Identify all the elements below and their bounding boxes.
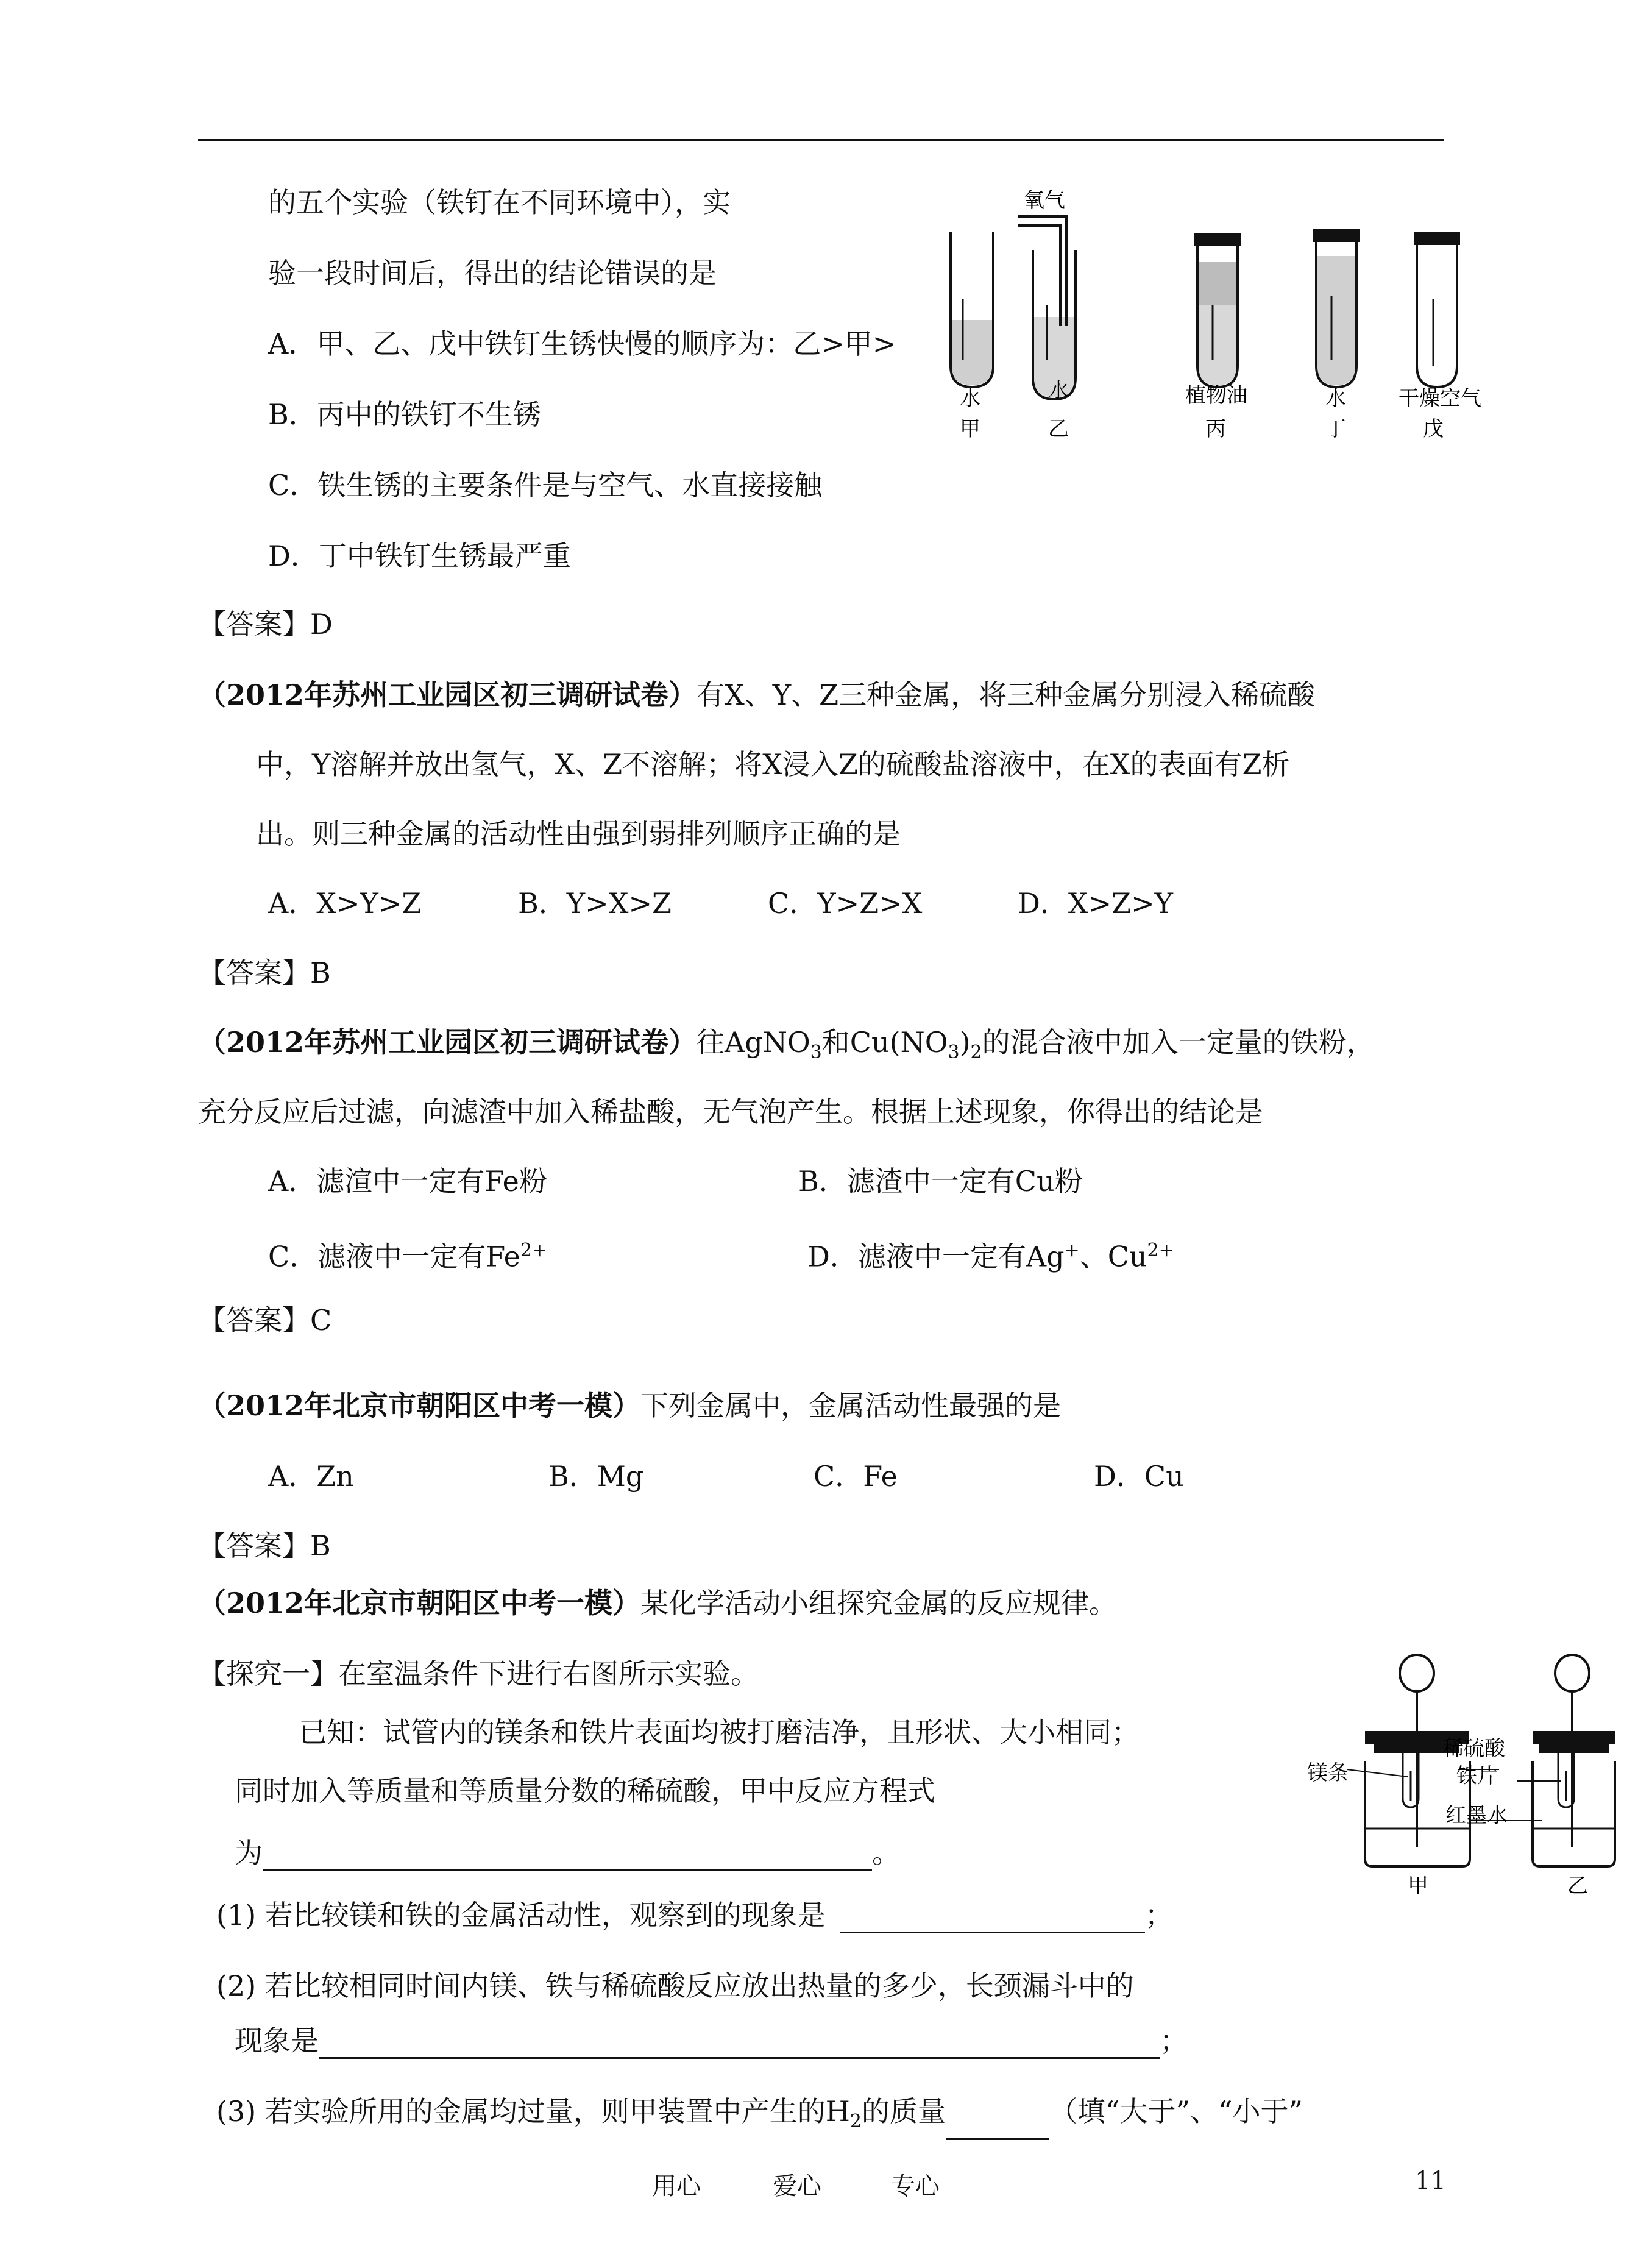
q-explore-line — [198, 1585, 1117, 1621]
q-explore-q3-pre: (3) 若实验所用的金属均过量，则甲装置中产生的H — [216, 2095, 850, 2128]
q-iron-option-d: D．丁中铁钉生锈最严重 — [268, 539, 571, 572]
oxygen-label: 氧气 — [1024, 188, 1065, 213]
q-explore-known2: 同时加入等质量和等质量分数的稀硫酸，甲中反应方程式 — [235, 1774, 935, 1807]
q-ag-answer: 【答案】C — [198, 1304, 332, 1337]
q-explore-known3-pre: 为 — [235, 1836, 263, 1869]
q-explore-q2-line2 — [235, 2022, 1188, 2059]
label-mg-strip: 镁条 — [1307, 1761, 1349, 1785]
q-ag-option-d-sup2: 2+ — [1147, 1240, 1174, 1261]
q-ag-sub-a: 3 — [810, 1042, 822, 1064]
q-explore-q3-mid: 的质量 — [862, 2095, 946, 2128]
q-iron-line1: 的五个实验（铁钉在不同环境中），实 — [268, 186, 731, 219]
q-xyz-option-c: C．Y>Z>X — [768, 887, 923, 920]
q-metal-option-c: C．Fe — [814, 1460, 898, 1493]
q-metal-option-a: A．Zn — [268, 1460, 354, 1493]
q-xyz-source: （2012年苏州工业园区初三调研试卷） — [198, 678, 697, 711]
q-iron-answer: 【答案】D — [198, 608, 333, 641]
phenomenon-blank[interactable] — [840, 1905, 1145, 1933]
footer-motto-2: 爱心 — [773, 2172, 821, 2200]
label-jia: 甲 — [1408, 1874, 1428, 1898]
q-ag-sub-b: 3 — [948, 1042, 960, 1064]
q-metal-line — [198, 1387, 1061, 1424]
label-fe-sheet: 铁片 — [1456, 1764, 1498, 1788]
q-xyz-text: 有X、Y、Z三种金属，将三种金属分别浸入稀硫酸 — [697, 678, 1316, 711]
funnel-phenomenon-blank[interactable] — [319, 2030, 1160, 2059]
q-ag-option-d-text: D．滤液中一定有Ag — [807, 1240, 1065, 1273]
label-yi: 乙 — [1567, 1874, 1588, 1898]
tube-wu-medium: 干燥空气 — [1399, 386, 1481, 411]
q-explore-part1 — [198, 1655, 759, 1692]
flask-apparatus-figure — [1286, 1646, 1627, 1902]
q-iron-option-a: A．甲、乙、戊中铁钉生锈快慢的顺序为：乙>甲> — [268, 327, 896, 360]
tube-bing-name: 丙 — [1205, 417, 1226, 441]
q-ag-text-c: ) — [959, 1026, 971, 1059]
q-explore-q1-text: (1) 若比较镁和铁的金属活动性，观察到的现象是 — [216, 1899, 826, 1932]
q-ag-option-c-sup: 2+ — [520, 1240, 548, 1261]
tube-jia — [951, 232, 993, 387]
q-xyz-line2: 中，Y溶解并放出氢气，X、Z不溶解；将X浸入Z的硫酸盐溶液中，在X的表面有Z析 — [256, 748, 1290, 781]
q-metal-option-d: D．Cu — [1094, 1460, 1184, 1493]
footer-motto-1: 用心 — [652, 2172, 701, 2200]
label-dilute-acid: 稀硫酸 — [1443, 1737, 1505, 1761]
q-ag-line2: 充分反应后过滤，向滤渣中加入稀盐酸，无气泡产生。根据上述现象，你得出的结论是 — [198, 1095, 1263, 1128]
q-ag-source: （2012年苏州工业园区初三调研试卷） — [198, 1026, 697, 1059]
q-explore-q2-end: ； — [1160, 2024, 1188, 2057]
q-explore-text: 某化学活动小组探究金属的反应规律。 — [640, 1587, 1118, 1619]
q-ag-option-c-text: C．滤液中一定有Fe — [268, 1240, 520, 1273]
q-ag-sub-c: 2 — [970, 1042, 982, 1064]
tube-yi-medium: 水 — [1048, 379, 1069, 403]
q-ag-text-d: 的混合液中加入一定量的铁粉， — [982, 1026, 1375, 1059]
q-explore-q3-post: （填“大于”、“小于” — [1049, 2095, 1303, 2128]
q-explore-q2-line1: (2) 若比较相同时间内镁、铁与稀硫酸反应放出热量的多少，长颈漏斗中的 — [216, 1969, 1134, 2002]
q-explore-part1-text: 在室温条件下进行右图所示实验。 — [338, 1657, 759, 1690]
q-ag-line1 — [198, 1024, 1375, 1071]
tube-jia-name: 甲 — [960, 417, 980, 441]
tube-bing-medium: 植物油 — [1185, 383, 1247, 408]
tube-yi-name: 乙 — [1048, 417, 1069, 441]
q-ag-option-a: A．滤渲中一定有Fe粉 — [268, 1165, 547, 1198]
tube-wu-name: 戊 — [1423, 417, 1444, 441]
q-explore-source: （2012年北京市朝阳区中考一模） — [198, 1587, 641, 1619]
q-explore-q2-line2-text: 现象是 — [235, 2024, 319, 2057]
q-metal-source: （2012年北京市朝阳区中考一模） — [198, 1389, 641, 1422]
q-ag-option-d-mid: 、Cu — [1079, 1240, 1147, 1273]
q-iron-line2: 验一段时间后，得出的结论错误的是 — [268, 257, 717, 290]
q-explore-q1 — [216, 1897, 1173, 1933]
q-metal-answer: 【答案】B — [198, 1529, 331, 1562]
q-explore-part1-label: 【探究一】 — [198, 1657, 338, 1690]
label-red-ink: 红墨水 — [1445, 1804, 1508, 1828]
tube-wu — [1414, 232, 1460, 387]
tube-bing — [1194, 233, 1241, 387]
q-metal-text: 下列金属中，金属活动性最强的是 — [640, 1389, 1062, 1422]
tube-ding-medium: 水 — [1325, 386, 1346, 411]
test-tubes-figure — [926, 177, 1511, 451]
q-xyz-option-b: B．Y>X>Z — [518, 887, 672, 920]
flask-yi — [1533, 1655, 1615, 1866]
q-ag-option-c — [268, 1232, 547, 1274]
tube-ding — [1313, 229, 1360, 387]
page-number: 11 — [1415, 2167, 1446, 2195]
q-iron-option-b: B．丙中的铁钉不生锈 — [268, 398, 541, 431]
tube-yi — [1018, 216, 1076, 399]
q-xyz-line1 — [198, 677, 1315, 713]
q-ag-text-a: 往AgNO — [697, 1026, 810, 1059]
q-ag-option-d-sup1: + — [1064, 1240, 1080, 1261]
q-explore-known1: 已知：试管内的镁条和铁片表面均被打磨洁净，且形状、大小相同； — [299, 1716, 1140, 1749]
mass-compare-blank[interactable] — [946, 2111, 1049, 2140]
q-explore-q3-sub: 2 — [849, 2111, 862, 2133]
q-xyz-option-d: D．X>Z>Y — [1018, 887, 1174, 920]
q-explore-known3 — [235, 1835, 900, 1871]
equation-blank[interactable] — [263, 1843, 872, 1871]
q-ag-text-b: 和Cu(NO — [821, 1026, 948, 1059]
q-xyz-option-a: A．X>Y>Z — [268, 887, 422, 920]
q-ag-option-b: B．滤渣中一定有Cu粉 — [798, 1165, 1083, 1198]
q-xyz-answer: 【答案】B — [198, 956, 331, 989]
q-iron-option-c: C．铁生锈的主要条件是与空气、水直接接触 — [268, 469, 823, 502]
q-metal-option-b: B．Mg — [548, 1460, 644, 1493]
q-explore-q1-end: ； — [1144, 1899, 1173, 1932]
q-ag-option-d — [807, 1232, 1174, 1274]
header-rule — [198, 139, 1444, 141]
footer-motto-3: 专心 — [891, 2172, 940, 2200]
tube-jia-medium: 水 — [960, 386, 980, 411]
q-explore-q3 — [216, 2093, 1303, 2140]
q-xyz-line3: 出。则三种金属的活动性由强到弱排列顺序正确的是 — [256, 817, 901, 850]
tube-ding-name: 丁 — [1325, 417, 1346, 441]
q-explore-known3-post: 。 — [872, 1836, 900, 1869]
